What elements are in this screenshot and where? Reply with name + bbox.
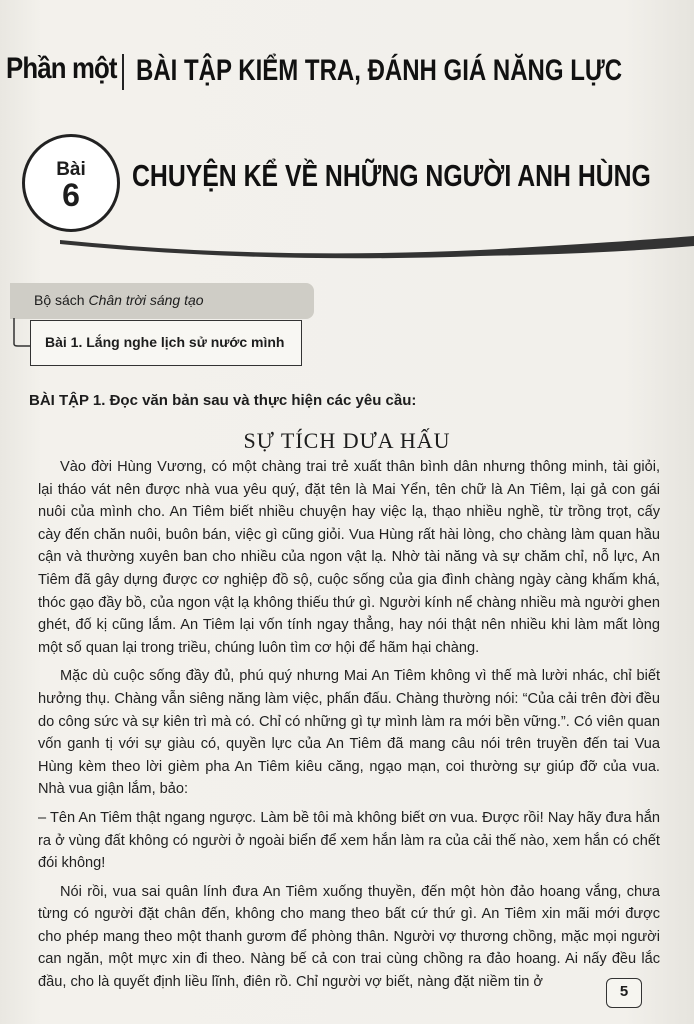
paragraph: Vào đời Hùng Vương, có một chàng trai trẻ xuất thân bình dân nhưng thông minh, tài giỏi, lại tháo vát nên được nhà vua yêu quý, đặt tên là Mai Yển, tên chữ là An Tiêm, lại gả con gái nuôi của mình cho. An Tiêm biết nhiều chuyện hay việc lạ, thạo nhiều nghề, từ trồng trọt, cấy cày đến chăn nuôi, buôn bán, việc gì cũng giỏi. Vua Hùng rất hài lòng, cho chàng làm quan hầu cận và thường xuyên ban cho nhiều của ngon vật lạ. Nhờ tài năng và sự chăm chỉ, nỗ lực, An Tiêm đã gây dựng được cơ nghiệp đồ sộ, cuộc sống của gia đình chàng ngày càng khấm khá, thóc gạo đầy bồ, của ngon vật lạ không thiếu thứ gì. Người kính nể chàng nhiều mà người ghen ghét, đố kị cũng lắm. An Tiêm lại vốn tính ngay thẳng, hay nói thật nên nhiều khi làm mất lòng một số quan lại trong triều, chúng luôn tìm cơ hội để hãm hại chàng. [38, 459, 660, 656]
story-body [38, 456, 660, 1000]
lesson-number: 6 [62, 177, 80, 213]
paragraph: Mặc dù cuộc sống đầy đủ, phú quý nhưng Mai An Tiêm không vì thế mà lười nhác, chỉ biết hưởng thụ. Chàng vẫn siêng năng làm việc, phấn đấu. Chàng thường nói: “Của cải trên đời đều do công sức và sự kiên trì mà có. Chỉ có những gì tự mình làm ra mới bền vững.”. Có viên quan vốn ganh tị với sự giàu có, quyền lực của An Tiêm đã mang câu nói trên truyền đến tai Vua Hùng kèm theo lời gièm pha An Tiêm kiêu căng, ngạo mạn, coi thường sự giúp đỡ của vua. Nhà vua giận lắm, bảo: [38, 668, 660, 798]
lesson-badge [22, 134, 120, 232]
part-header [0, 44, 694, 94]
lesson-word: Bài [56, 159, 86, 180]
part-title: BÀI TẬP KIỂM TRA, ĐÁNH GIÁ NĂNG LỰC [136, 54, 623, 87]
lesson-title: CHUYỆN KỂ VỀ NHỮNG NGƯỜI ANH HÙNG [132, 158, 651, 193]
page-number-box [606, 978, 642, 1008]
part-divider [122, 54, 124, 90]
subsection-box [30, 320, 302, 366]
subsection-title: Bài 1. Lắng nghe lịch sử nước mình [45, 334, 285, 350]
lesson-header [0, 130, 694, 250]
tag-prefix: Bộ sách [34, 292, 85, 308]
story-title: SỰ TÍCH DƯA HẤU [243, 428, 451, 453]
swoosh-decoration [60, 230, 694, 260]
exercise-heading: BÀI TẬP 1. Đọc văn bản sau và thực hiện các yêu cầu: [29, 392, 417, 409]
paragraph: Nói rồi, vua sai quân lính đưa An Tiêm xuống thuyền, đến một hòn đảo hoang vắng, chưa từng có người đặt chân đến, không cho mang theo bất cứ thứ gì. An Tiêm xin mãi mới được cho phép mang theo một thanh gươm để phòng thân. Người vợ thương chồng, mặc mọi người can ngăn, một mực xin đi theo. Nàng bế cả con trai cùng chồng ra đảo hoang. Ai nấy đều lắc đầu, cho là quyết định liều lĩnh, điên rồ. Chỉ người vợ biết, nàng đặt niềm tin ở [38, 883, 660, 991]
part-label: Phần một [6, 52, 117, 85]
page-number: 5 [619, 983, 629, 1000]
paragraph: – Tên An Tiêm thật ngang ngược. Làm bề tôi mà không biết ơn vua. Được rồi! Nay hãy đưa hắn ra ở vùng đất không có người ở ngoài biển để xem hắn làm ra của cải thế nào, xem hắn có chết đói không! [38, 809, 660, 872]
book-series-tag [10, 283, 314, 319]
tag-series: Chân trời sáng tạo [88, 292, 204, 308]
